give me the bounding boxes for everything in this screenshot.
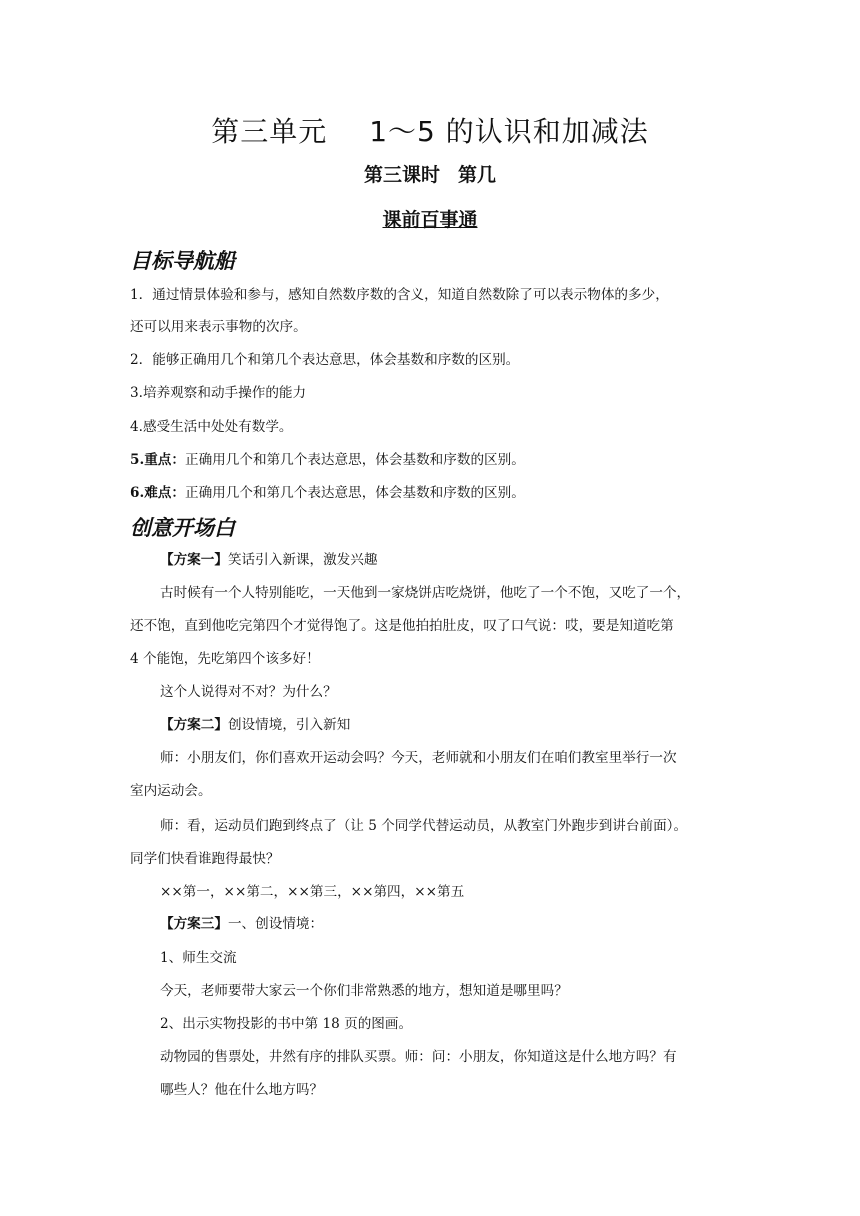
unit-topic: 1～5 的认识和加减法: [369, 115, 649, 148]
difficult-point-text: 正确用几个和第几个表达意思，体会基数和序数的区别。: [184, 485, 525, 501]
lesson-title: [0, 160, 860, 187]
plan3-line: 动物园的售票处，井然有序的排队买票。师：问：小朋友，你知道这是什么地方吗？有: [160, 1049, 677, 1065]
plan1-label: 【方案一】: [160, 552, 228, 568]
plan3-label: 【方案三】: [160, 916, 228, 932]
plan2-line: ××第一，××第二，××第三，××第四，××第五: [160, 884, 465, 900]
plan2-line: 室内运动会。: [130, 783, 212, 799]
key-point: [130, 450, 740, 470]
plan1-line: 还不饱，直到他吃完第四个才觉得饱了。这是他拍拍肚皮，叹了口气说：哎，要是知道吃第: [130, 618, 674, 634]
lesson-topic: 第几: [458, 164, 497, 186]
section-title: 课前百事通: [382, 209, 478, 231]
plan2-line: 师：看，运动员们跑到终点了（让 5 个同学代替运动员，从教室门外跑步到讲台前面）。: [160, 818, 688, 834]
unit-title: [0, 110, 860, 150]
plan2-line: 同学们快看谁跑得最快？: [130, 851, 280, 867]
lesson-label: 第三课时: [363, 164, 440, 186]
plan2-line: 师：小朋友们，你们喜欢开运动会吗？今天，老师就和小朋友们在咱们教室里举行一次: [160, 750, 677, 766]
goal-line: 还可以用来表示事物的次序。: [130, 319, 307, 335]
plan3-title: 一、创设情境：: [227, 916, 324, 932]
difficult-point-label: 6.难点：: [130, 485, 185, 501]
opening-heading: 创意开场白: [130, 516, 235, 540]
plan3-line: 2、出示实物投影的书中第 18 页的图画。: [160, 1016, 413, 1032]
unit-label: 第三单元: [211, 115, 328, 148]
key-point-text: 正确用几个和第几个表达意思，体会基数和序数的区别。: [184, 452, 525, 468]
key-point-label: 5.重点：: [130, 452, 185, 468]
goals-heading: 目标导航船: [130, 249, 235, 273]
plan1-header: [160, 550, 740, 570]
plan2-label: 【方案二】: [160, 717, 228, 733]
plan2-header: [160, 715, 740, 735]
plan1-line: 4 个能饱，先吃第四个该多好！: [130, 651, 320, 667]
plan3-line: 1、师生交流: [160, 950, 237, 966]
plan1-line: 这个人说得对不对？为什么？: [160, 684, 337, 700]
plan1-line: 古时候有一个人特别能吃，一天他到一家烧饼店吃烧饼，他吃了一个不饱，又吃了一个，: [160, 585, 691, 601]
goal-line: 2．能够正确用几个和第几个表达意思，体会基数和序数的区别。: [130, 352, 520, 368]
plan2-title: 创设情境，引入新知: [227, 717, 351, 733]
plan3-line: 今天，老师要带大家云一个你们非常熟悉的地方，想知道是哪里吗？: [160, 983, 568, 999]
plan1-title: 笑话引入新课，激发兴趣: [227, 552, 378, 568]
plan3-line: 哪些人？他在什么地方吗？: [160, 1082, 324, 1098]
difficult-point: [130, 483, 740, 503]
goal-line: 4.感受生活中处处有数学。: [130, 419, 293, 435]
goal-line: 1．通过情景体验和参与，感知自然数序数的含义，知道自然数除了可以表示物体的多少，: [130, 287, 669, 303]
plan3-header: [160, 914, 740, 934]
goal-line: 3.培养观察和动手操作的能力: [130, 385, 307, 401]
